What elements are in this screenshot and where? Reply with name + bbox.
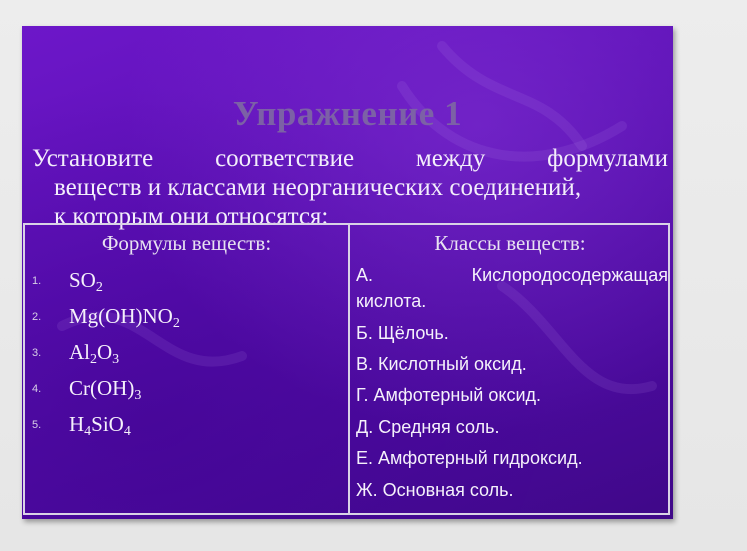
task-text — [32, 144, 668, 231]
task-word: соответствие — [215, 145, 355, 172]
formula-text: $SO_2$ — [69, 268, 103, 295]
formula-subscript: 3 — [112, 352, 120, 367]
class-letter: А. — [356, 265, 374, 285]
matching-table — [23, 223, 670, 515]
formula-text: $Mg(OH)NO_2$ — [69, 304, 180, 331]
task-word: между — [415, 145, 486, 172]
task-line-3: к которым они относятся: — [54, 203, 329, 230]
formula-subscript: 2 — [172, 316, 180, 331]
formula-text: $H_4SiO_4$ — [69, 412, 131, 439]
formula-row — [25, 409, 345, 439]
formula-subscript: 4 — [84, 424, 92, 439]
formula-number: 1. — [32, 275, 42, 287]
slide-title: Упражнение 1 — [232, 94, 463, 133]
formula-row — [25, 265, 345, 295]
class-item: Г. Амфотерный оксид. — [356, 385, 542, 405]
formula-subscript: 4 — [123, 424, 131, 439]
formula-row — [25, 337, 345, 367]
formula-number: 2. — [32, 311, 42, 323]
formula-text: $Cr(OH)_3$ — [69, 376, 142, 403]
class-item-continuation: кислота. — [356, 291, 427, 311]
class-text: Кислородосодержащая — [471, 265, 668, 285]
classes-header: Классы веществ: — [434, 231, 586, 255]
class-item: Ж. Основная соль. — [356, 480, 514, 500]
class-item: Б. Щёлочь. — [356, 323, 449, 343]
formula-row — [25, 373, 345, 403]
task-word: Установите — [32, 145, 154, 172]
class-item: Е. Амфотерный гидроксид. — [356, 448, 583, 468]
class-item — [356, 262, 668, 288]
formula-subscript: 2 — [95, 280, 103, 295]
task-line-1 — [32, 144, 668, 173]
formula-subscript: 3 — [134, 388, 142, 403]
formula-number: 4. — [32, 383, 42, 395]
column-divider — [348, 225, 350, 513]
formula-subscript: 2 — [90, 352, 97, 367]
formula-number: 3. — [32, 347, 42, 359]
slide — [22, 26, 673, 519]
task-line-2: веществ и классами неорганических соединений, — [54, 174, 582, 201]
task-word: формулами — [547, 145, 668, 172]
formula-row — [25, 301, 345, 331]
class-item: Д. Средняя соль. — [356, 417, 500, 437]
formula-number: 5. — [32, 419, 42, 431]
formulas-header: Формулы веществ: — [101, 231, 272, 255]
class-item: В. Кислотный оксид. — [356, 354, 527, 374]
formula-text: $Al_2O_3$ — [69, 340, 120, 367]
